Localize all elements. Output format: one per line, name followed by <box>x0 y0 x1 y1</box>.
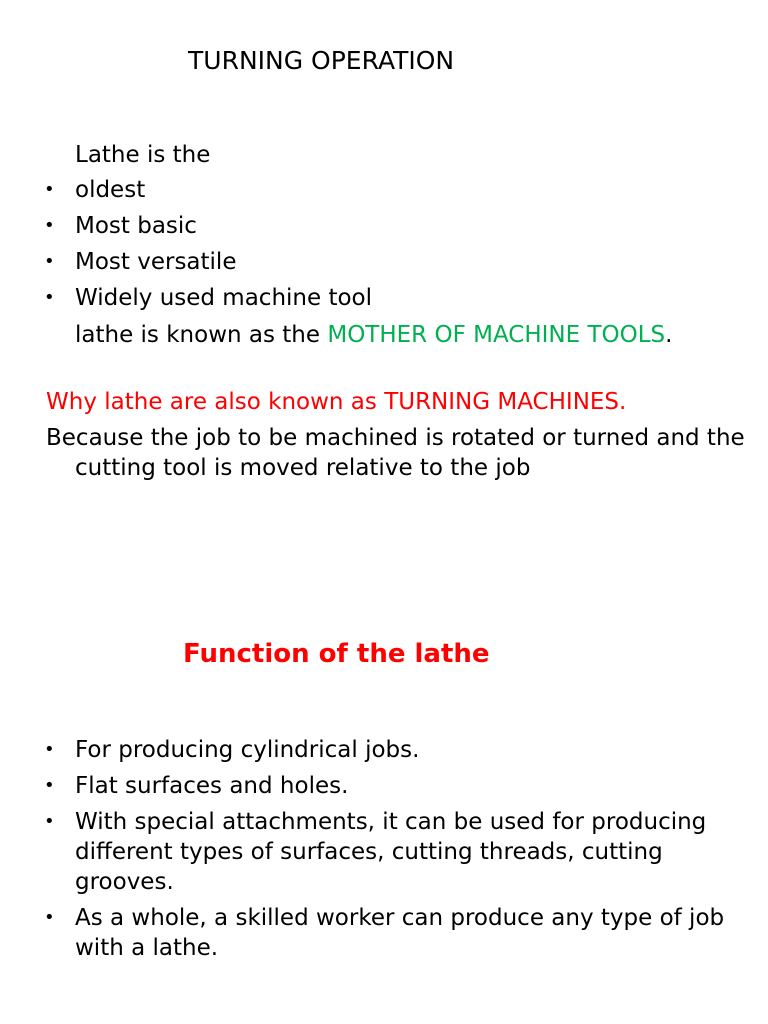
question-text: Why lathe are also known as TURNING MACHINES. <box>46 389 627 415</box>
list-item-text: With special attachments, it can be used for producing different types of surfaces, cutting threads, cutting grooves. <box>75 809 707 895</box>
list-item-text: oldest <box>75 177 146 203</box>
list-item-text: Most basic <box>75 213 197 239</box>
bullet-icon: • <box>44 287 55 308</box>
list-item <box>44 211 734 247</box>
list-item-text: As a whole, a skilled worker can produce any type of job with a lathe. <box>75 905 725 961</box>
list-item-text: Flat surfaces and holes. <box>75 773 349 799</box>
list-item-text: For producing cylindrical jobs. <box>75 737 420 763</box>
function-list <box>44 735 734 969</box>
list-item <box>44 771 734 801</box>
page-title: TURNING OPERATION <box>188 46 455 75</box>
list-item-text: Widely used machine tool <box>75 285 373 311</box>
list-item <box>44 735 734 765</box>
list-item-text: Most versatile <box>75 249 237 275</box>
bullet-icon: • <box>44 907 55 928</box>
mother-of-machine-tools-text <box>75 320 735 350</box>
mother-suffix: . <box>665 322 673 348</box>
bullet-icon: • <box>44 179 55 200</box>
answer-text: Because the job to be machined is rotated or turned and the cutting tool is moved relative to the job <box>46 425 745 481</box>
list-item <box>44 247 734 283</box>
list-item <box>44 283 734 319</box>
bullet-icon: • <box>44 811 55 832</box>
mother-prefix: lathe is known as the <box>75 322 328 348</box>
intro-text: Lathe is the <box>75 142 211 168</box>
bullet-icon: • <box>44 739 55 760</box>
bullet-icon: • <box>44 215 55 236</box>
section-heading: Function of the lathe <box>183 639 490 669</box>
lathe-qualities-list <box>44 175 734 319</box>
mother-highlight: MOTHER OF MACHINE TOOLS <box>327 322 666 348</box>
list-item <box>44 903 734 963</box>
bullet-icon: • <box>44 251 55 272</box>
bullet-icon: • <box>44 775 55 796</box>
list-item <box>44 807 734 897</box>
list-item <box>44 175 734 211</box>
